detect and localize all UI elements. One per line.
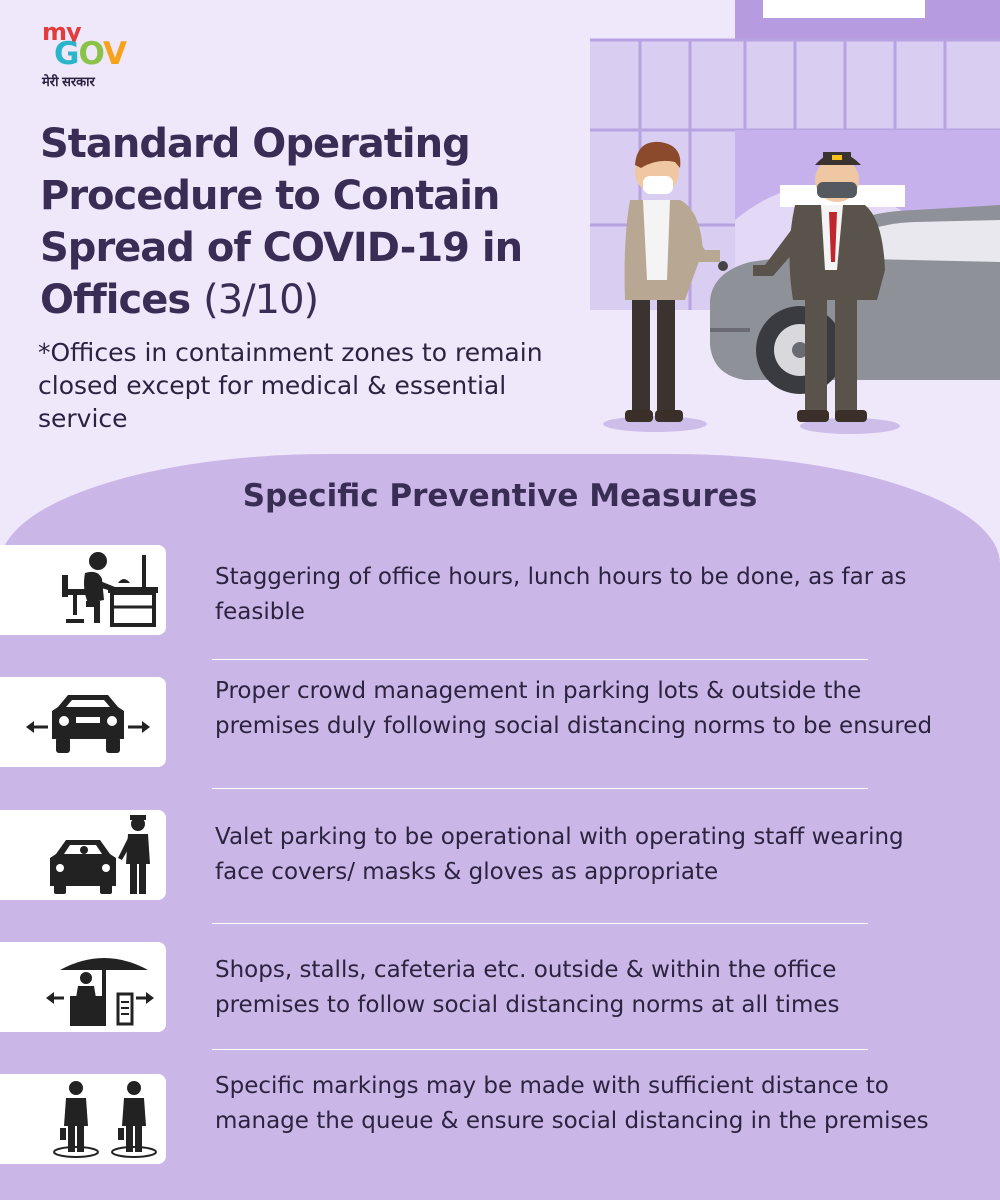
logo-tagline: मेरी सरकार xyxy=(42,74,95,89)
section-title: Specific Preventive Measures xyxy=(242,478,758,514)
valet-staff-icon xyxy=(0,810,166,900)
logo-my: my xyxy=(42,18,81,46)
mygov-logo xyxy=(40,16,150,92)
office-desk-icon xyxy=(0,545,166,635)
logo-gov-letter: V xyxy=(102,36,126,72)
measure-text-4: Shops, stalls, cafeteria etc. outside & within the office premises to follow social distancing norms at all times xyxy=(215,957,840,1018)
title-main: Standard Operating Procedure to Contain Spread of COVID-19 in Offices xyxy=(40,121,523,323)
divider-4 xyxy=(212,1049,868,1050)
logo-gov xyxy=(54,36,126,72)
car-distance-icon xyxy=(0,677,166,767)
page-title xyxy=(40,118,560,326)
stall-distance-icon xyxy=(0,942,166,1032)
divider-1 xyxy=(212,659,868,660)
divider-2 xyxy=(212,788,868,789)
measure-text-3: Valet parking to be operational with operating staff wearing face covers/ masks & gloves as appropriate xyxy=(215,824,904,885)
measure-text-2: Proper crowd management in parking lots & outside the premises duly following social distancing norms to be ensured xyxy=(215,678,933,739)
measure-text-5: Specific markings may be made with sufficient distance to manage the queue & ensure social distancing in the premises xyxy=(215,1073,929,1134)
title-part: (3/10) xyxy=(203,277,319,323)
logo-gov-letter: G xyxy=(54,36,79,72)
valet-parking-illustration xyxy=(585,0,1000,440)
logo-gov-letter: O xyxy=(78,36,103,72)
queue-marking-icon xyxy=(0,1074,166,1164)
divider-3 xyxy=(212,923,868,924)
containment-note: *Offices in containment zones to remain closed except for medical & essential service xyxy=(38,338,543,433)
measure-text-1: Staggering of office hours, lunch hours to be done, as far as feasible xyxy=(215,564,907,625)
